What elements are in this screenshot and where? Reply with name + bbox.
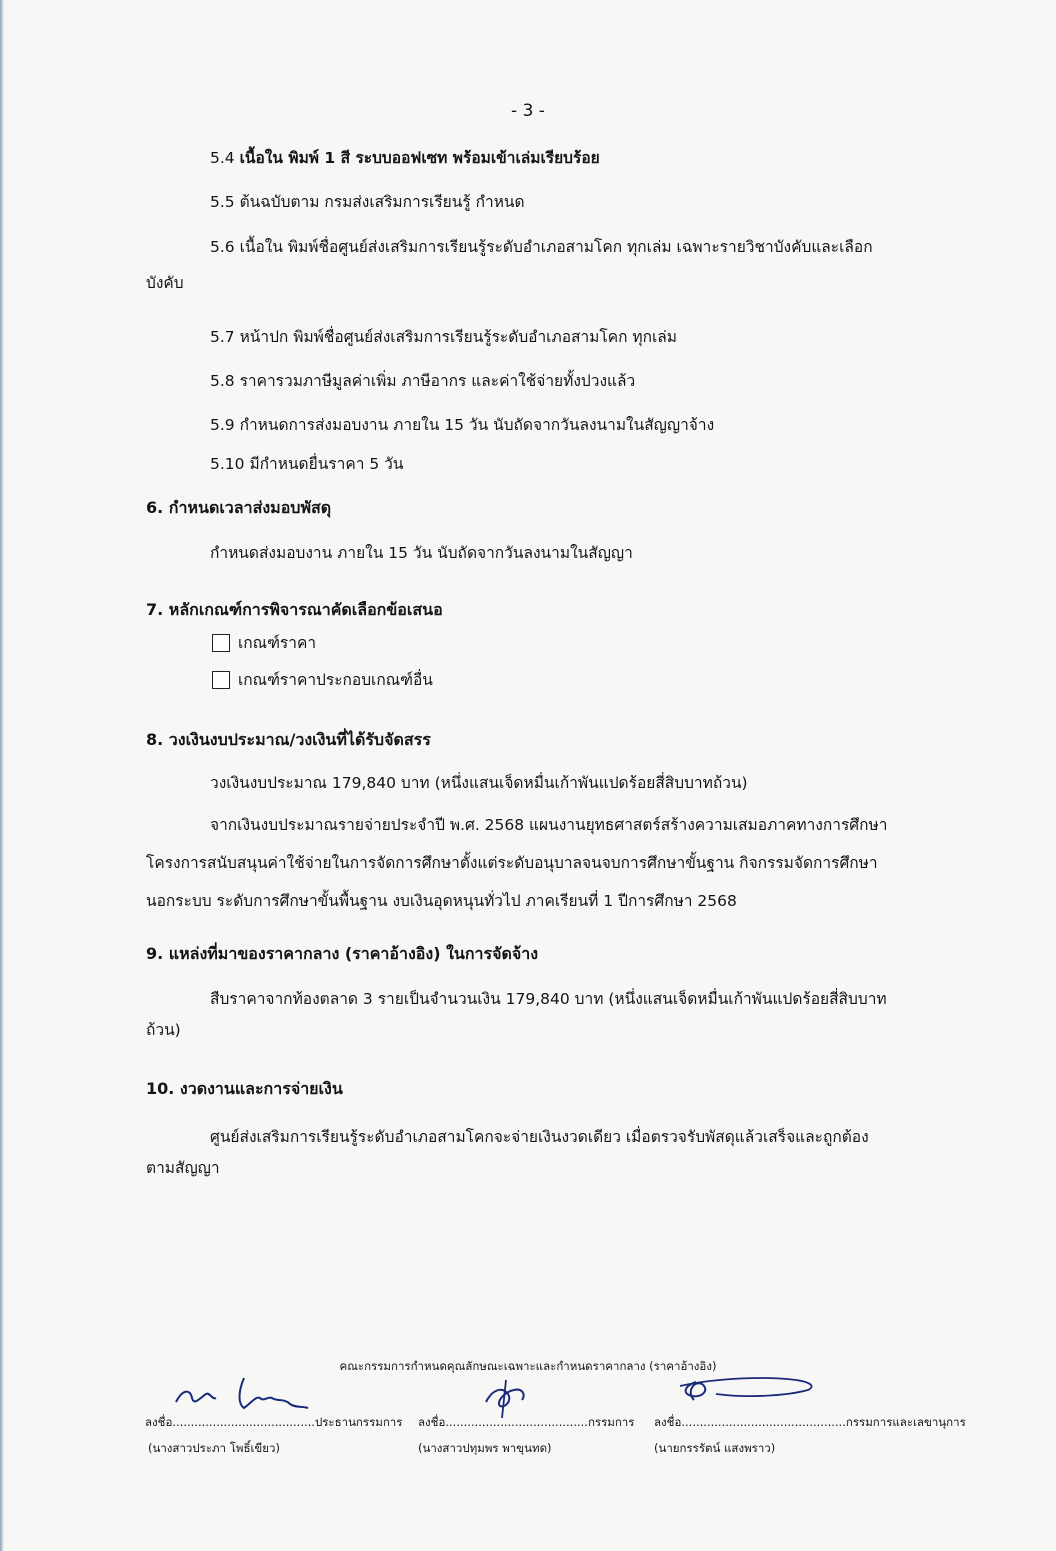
section-9-line1: สืบราคาจากท้องตลาด 3 รายเป็นจำนวนเงิน 179,840 บาท (หนึ่งแสนเจ็ดหมื่นเก้าพันแปดร้อยสี่สิบบาท [210, 990, 887, 1008]
price-plus-criteria-checkbox[interactable] [212, 671, 230, 689]
scan-edge [0, 0, 4, 1551]
section-8-line3: โครงการสนับสนุนค่าใช้จ่ายในการจัดการศึกษาตั้งแต่ระดับอนุบาลจนจบการศึกษาขั้นฐาน กิจกรรมจัดการศึกษา [146, 854, 878, 872]
item-5-4-number: 5.4 [210, 149, 235, 167]
item-5-9: 5.9 กำหนดการส่งมอบงาน ภายใน 15 วัน นับถัดจากวันลงนามในสัญญาจ้าง [210, 416, 715, 434]
item-5-7: 5.7 หน้าปก พิมพ์ชื่อศูนย์ส่งเสริมการเรียนรู้ระดับอำเภอสามโคก ทุกเล่ม [210, 328, 678, 346]
item-5-6-line1: 5.6 เนื้อใน พิมพ์ชื่อศูนย์ส่งเสริมการเรียนรู้ระดับอำเภอสามโคก ทุกเล่ม เฉพาะรายวิชาบังคับและเลือก [210, 238, 873, 256]
section-10-heading: 10. งวดงานและการจ่ายเงิน [146, 1079, 343, 1098]
committee-title: คณะกรรมการกำหนดคุณลักษณะเฉพาะและกำหนดราคากลาง (ราคาอ้างอิง) [339, 1359, 717, 1373]
item-5-10: 5.10 มีกำหนดยื่นราคา 5 วัน [210, 455, 404, 473]
item-5-8: 5.8 ราคารวมภาษีมูลค่าเพิ่ม ภาษีอากร และค่าใช้จ่ายทั้งปวงแล้ว [210, 372, 636, 390]
section-8-line4: นอกระบบ ระดับการศึกษาขั้นพื้นฐาน งบเงินอุดหนุนทั่วไป ภาคเรียนที่ 1 ปีการศึกษา 2568 [146, 892, 737, 910]
sign-line-member: ลงชื่อ.......................................กรรมการ [418, 1415, 635, 1429]
section-9-line2: ถ้วน) [146, 1021, 181, 1039]
section-10-line1: ศูนย์ส่งเสริมการเรียนรู้ระดับอำเภอสามโคกจะจ่ายเงินงวดเดียว เมื่อตรวจรับพัสดุแล้วเสร็จและถูกต้อง [210, 1128, 869, 1146]
price-criteria-label: เกณฑ์ราคา [238, 634, 317, 652]
item-5-4-text: เนื้อใน พิมพ์ 1 สี ระบบออฟเซท พร้อมเข้าเล่มเรียบร้อย [239, 149, 600, 167]
sign-line-chairman: ลงชื่อ.......................................ประธานกรรมการ [145, 1415, 403, 1429]
item-5-6-line2: บังคับ [146, 274, 184, 292]
section-8-line2: จากเงินงบประมาณรายจ่ายประจำปี พ.ศ. 2568 แผนงานยุทธศาสตร์สร้างความเสมอภาคทางการศึกษา [210, 816, 888, 834]
price-plus-criteria-label: เกณฑ์ราคาประกอบเกณฑ์อื่น [238, 671, 433, 689]
signer-name-member: (นางสาวปทุมพร พาขุนทด) [418, 1441, 552, 1455]
section-10-line2: ตามสัญญา [146, 1159, 220, 1177]
section-7-heading: 7. หลักเกณฑ์การพิจารณาคัดเลือกข้อเสนอ [146, 600, 443, 619]
signer-name-chairman: (นางสาวประภา โพธิ์เขียว) [148, 1441, 280, 1455]
item-5-4 [210, 147, 600, 169]
signer-name-secretary: (นายกรรรัตน์ แสงพราว) [654, 1441, 776, 1455]
section-9-heading: 9. แหล่งที่มาของราคากลาง (ราคาอ้างอิง) ในการจัดจ้าง [146, 944, 539, 963]
section-8-line1: วงเงินงบประมาณ 179,840 บาท (หนึ่งแสนเจ็ดหมื่นเก้าพันแปดร้อยสี่สิบบาทถ้วน) [210, 774, 748, 792]
item-5-5: 5.5 ต้นฉบับตาม กรมส่งเสริมการเรียนรู้ กำหนด [210, 193, 525, 211]
section-6-heading: 6. กำหนดเวลาส่งมอบพัสดุ [146, 498, 332, 517]
section-8-heading: 8. วงเงินงบประมาณ/วงเงินที่ได้รับจัดสรร [146, 730, 431, 749]
signature-secretary [676, 1372, 826, 1412]
section-6-body: กำหนดส่งมอบงาน ภายใน 15 วัน นับถัดจากวันลงนามในสัญญา [210, 544, 633, 562]
signature-chairman [172, 1368, 312, 1414]
sign-line-secretary: ลงชื่อ.............................................กรรมการและเลขานุการ [654, 1415, 966, 1429]
page-number: - 3 - [511, 101, 545, 121]
price-criteria-checkbox[interactable] [212, 634, 230, 652]
